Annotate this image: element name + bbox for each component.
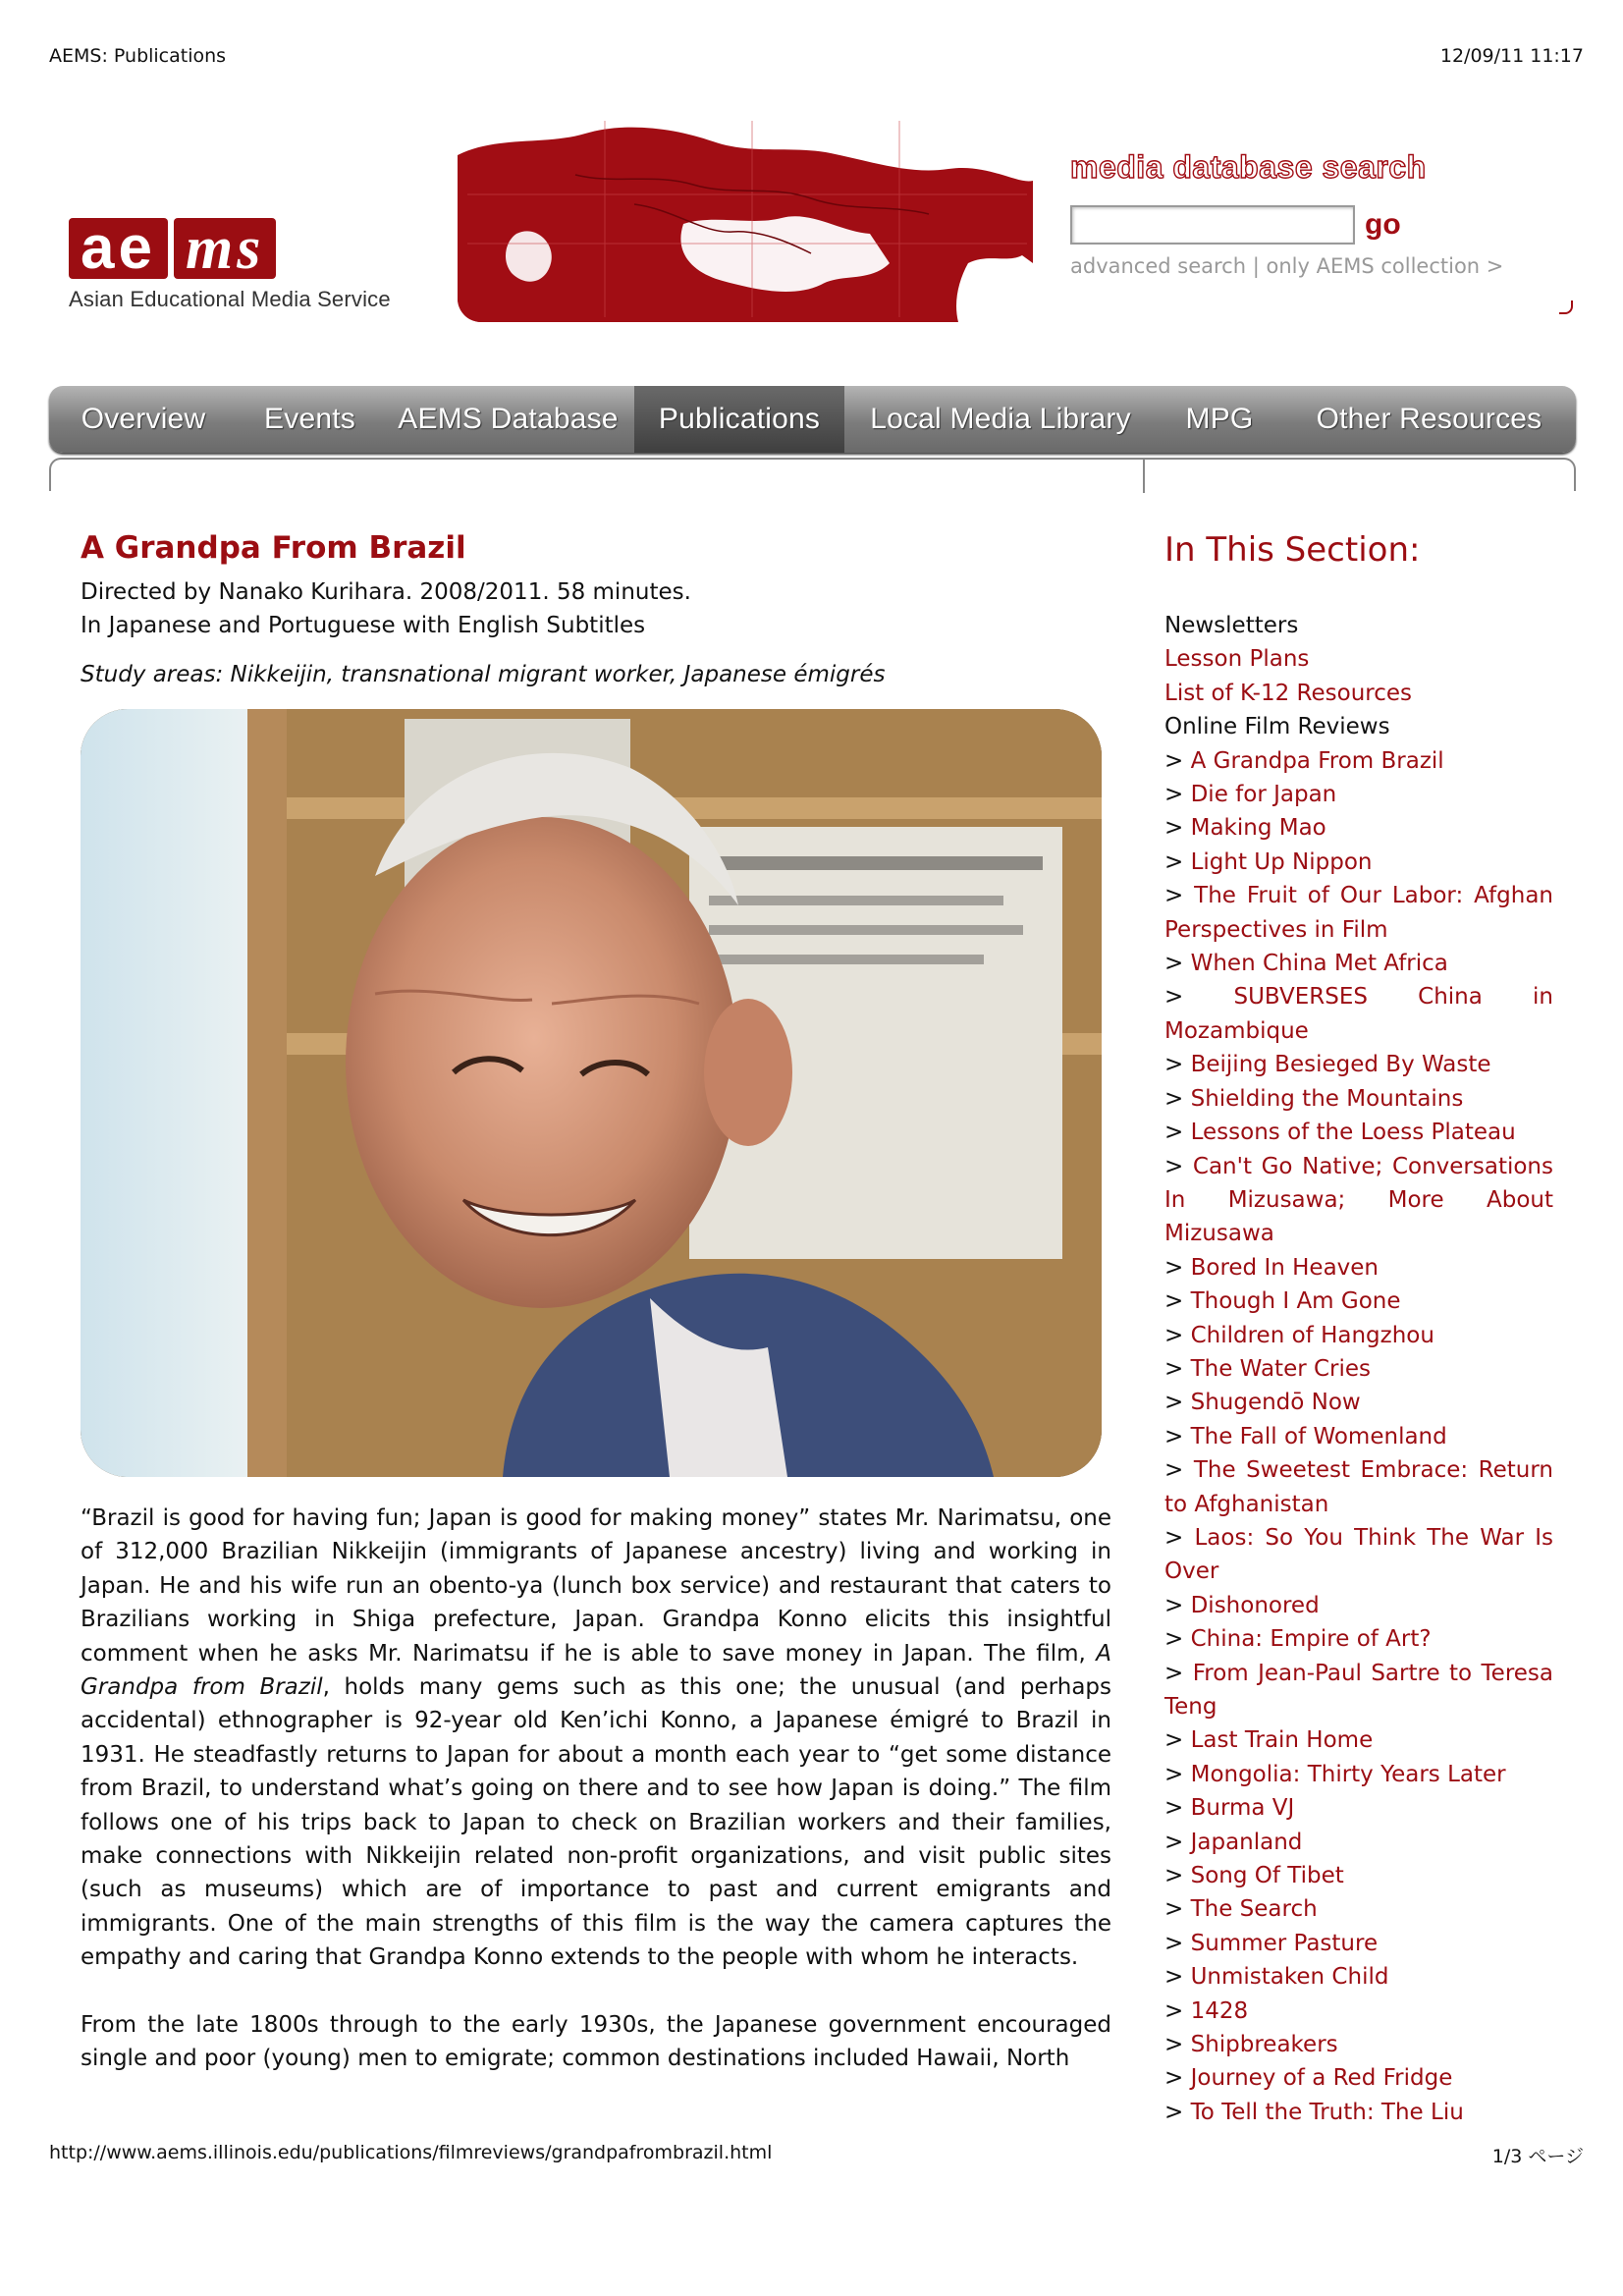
sidebar-item-label: Making Mao [1190, 815, 1326, 842]
portrait-photo-icon [81, 709, 1102, 1477]
bullet-arrow-icon: > [1164, 2032, 1191, 2058]
search-links [1070, 254, 1532, 278]
bullet-arrow-icon: > [1164, 1592, 1191, 1618]
sidebar-review-link[interactable] [1164, 1622, 1553, 1656]
bullet-arrow-icon: > [1164, 1524, 1195, 1551]
logo-mark [69, 214, 424, 282]
sidebar-review-link[interactable] [1164, 2028, 1553, 2061]
aems-logo[interactable] [69, 214, 424, 326]
bullet-arrow-icon: > [1164, 1120, 1191, 1146]
sidebar-item-label: Last Train Home [1190, 1727, 1374, 1754]
bullet-arrow-icon: > [1164, 883, 1195, 909]
sidebar-review-link[interactable] [1164, 1319, 1553, 1352]
sidebar-item-label: Japanland [1190, 1829, 1303, 1855]
logo-seg-ae: ae [69, 218, 168, 279]
sidebar-item-label: Newsletters [1164, 613, 1299, 638]
sidebar-item-label: To Tell the Truth: The Liu [1190, 2099, 1464, 2125]
nav-other-resources[interactable]: Other Resources [1316, 403, 1542, 435]
bullet-arrow-icon: > [1164, 782, 1191, 808]
bullet-arrow-icon: > [1164, 1288, 1191, 1315]
bullet-arrow-icon: > [1164, 1254, 1191, 1281]
sidebar-review-link[interactable] [1164, 947, 1553, 980]
sidebar-item-label: Mongolia: Thirty Years Later [1190, 1761, 1506, 1787]
sidebar-review-link[interactable] [1164, 1116, 1553, 1149]
bullet-arrow-icon: > [1164, 815, 1191, 842]
sidebar-review-link[interactable] [1164, 811, 1553, 845]
sidebar-item-label: Shipbreakers [1190, 2032, 1338, 2058]
sidebar-item-label: 1428 [1190, 1997, 1249, 2024]
nav-local-media-library[interactable]: Local Media Library [870, 403, 1131, 435]
sidebar-item-label: Die for Japan [1190, 782, 1337, 808]
director-line: Directed by Nanako Kurihara. 2008/2011. 58 minutes. [81, 579, 691, 605]
main-nav [49, 386, 1576, 453]
bullet-arrow-icon: > [1164, 1052, 1191, 1078]
sidebar-item-label: China: Empire of Art? [1190, 1626, 1432, 1653]
print-page-number: 1/3 ページ [1491, 2146, 1584, 2167]
sidebar-review-link[interactable] [1164, 1082, 1553, 1116]
sidebar-item-label: Song Of Tibet [1190, 1863, 1344, 1889]
language-line: In Japanese and Portuguese with English Subtitles [81, 613, 646, 638]
sidebar-item-label: The Water Cries [1190, 1355, 1372, 1382]
article-paragraph-2: From the late 1800s through to the early 1930s, the Japanese government encouraged single and poor (young) men to emigrate; common destinations included Hawaii, North [81, 2011, 1111, 2072]
sidebar-item-label: Light Up Nippon [1190, 848, 1373, 875]
bullet-arrow-icon: > [1164, 1896, 1191, 1923]
bullet-arrow-icon: > [1164, 1322, 1191, 1348]
bullet-arrow-icon: > [1164, 1997, 1191, 2024]
bullet-arrow-icon: > [1164, 1930, 1191, 1956]
sidebar-review-link[interactable] [1164, 1892, 1553, 1926]
nav-overview[interactable]: Overview [81, 403, 206, 435]
bullet-arrow-icon: > [1164, 1761, 1191, 1787]
sidebar-review-link[interactable] [1164, 1657, 1553, 1724]
logo-tagline: Asian Educational Media Service [69, 287, 391, 311]
sidebar-item-label: Though I Am Gone [1190, 1288, 1401, 1315]
bullet-arrow-icon: > [1164, 2065, 1191, 2092]
sidebar-review-link[interactable] [1164, 1589, 1553, 1622]
sidebar-item-label: Can't Go Native; Conversations In Mizusawa; More About Mizusawa [1164, 1153, 1553, 1247]
search-links-separator: | [1252, 254, 1260, 278]
sidebar-item-label: The Sweetest Embrace: Return to Afghanistan [1164, 1457, 1554, 1517]
sidebar-review-link[interactable] [1164, 1285, 1553, 1318]
only-collection-link[interactable]: only AEMS collection > [1266, 254, 1504, 278]
sidebar-item-label: Lessons of the Loess Plateau [1190, 1120, 1516, 1146]
bullet-arrow-icon: > [1164, 1626, 1191, 1653]
sidebar-review-link[interactable] [1164, 1251, 1553, 1285]
sidebar-review-link[interactable] [1164, 1453, 1553, 1521]
sidebar-list [1164, 609, 1553, 2129]
sidebar-heading [1164, 710, 1553, 743]
sidebar-review-link[interactable] [1164, 980, 1553, 1048]
sidebar-item-label: Journey of a Red Fridge [1190, 2065, 1453, 2092]
study-areas: Study areas: Nikkeijin, transnational migrant worker, Japanese émigrés [81, 662, 886, 687]
sidebar-review-link[interactable] [1164, 1758, 1553, 1791]
bullet-arrow-icon: > [1164, 1829, 1191, 1855]
print-datetime: 12/09/11 11:17 [1439, 45, 1584, 67]
bullet-arrow-icon: > [1164, 1355, 1191, 1382]
sidebar-review-link[interactable] [1164, 1352, 1553, 1386]
bullet-arrow-icon: > [1164, 1727, 1191, 1754]
asia-map-banner [458, 116, 1033, 322]
search-go-button[interactable]: go [1365, 208, 1401, 241]
column-divider [1143, 460, 1145, 493]
sidebar-item-label: The Fall of Womenland [1190, 1423, 1447, 1449]
bullet-arrow-icon: > [1164, 747, 1191, 774]
sidebar-item-label: Shielding the Mountains [1190, 1085, 1464, 1112]
sidebar-item-label: A Grandpa From Brazil [1190, 747, 1444, 774]
sidebar-review-link[interactable] [1164, 1826, 1553, 1859]
corner-hook-icon [1559, 301, 1573, 314]
media-search [1070, 149, 1532, 326]
sidebar-item-label: The Search [1190, 1896, 1318, 1923]
sidebar-review-link[interactable] [1164, 1521, 1553, 1589]
sidebar-review-link[interactable] [1164, 1927, 1553, 1960]
sidebar-item-link[interactable] [1164, 677, 1553, 710]
sidebar-item-label: The Fruit of Our Labor: Afghan Perspectives in Film [1164, 883, 1553, 943]
sidebar-review-link[interactable] [1164, 1791, 1553, 1825]
sidebar-item-label: Bored In Heaven [1190, 1254, 1380, 1281]
bullet-arrow-icon: > [1164, 1863, 1191, 1889]
sidebar-item-label: Laos: So You Think The War Is Over [1164, 1524, 1553, 1585]
bullet-arrow-icon: > [1164, 1964, 1191, 1991]
sidebar-review-link[interactable] [1164, 879, 1553, 947]
sidebar-review-link[interactable] [1164, 1960, 1553, 1994]
advanced-search-link[interactable]: advanced search [1070, 254, 1247, 278]
sidebar-item-label: When China Met Africa [1190, 951, 1448, 977]
sidebar-item-label: From Jean-Paul Sartre to Teresa Teng [1164, 1660, 1553, 1720]
nav-events[interactable]: Events [264, 403, 355, 435]
nav-aems-database[interactable]: AEMS Database [398, 403, 619, 435]
article-meta [81, 575, 1111, 642]
sidebar-item-label: Lesson Plans [1164, 646, 1310, 673]
sidebar-item-label: List of K-12 Resources [1164, 680, 1413, 706]
sidebar-review-link[interactable] [1164, 1386, 1553, 1419]
sidebar-item-label: Online Film Reviews [1164, 714, 1390, 740]
sidebar-review-link[interactable] [1164, 1420, 1553, 1453]
portrait-photo [81, 709, 1102, 1477]
search-input[interactable] [1070, 205, 1355, 245]
sidebar-review-link[interactable] [1164, 1859, 1553, 1892]
print-page-title: AEMS: Publications [49, 45, 227, 67]
article [81, 530, 1111, 2076]
sidebar-item-label: Unmistaken Child [1190, 1964, 1389, 1991]
bullet-arrow-icon: > [1164, 1457, 1194, 1484]
sidebar-title: In This Section: [1164, 530, 1421, 570]
bullet-arrow-icon: > [1164, 1153, 1193, 1179]
sidebar-review-link[interactable] [1164, 744, 1553, 778]
sidebar-item-label: Shugendō Now [1190, 1390, 1361, 1416]
content-frame-top [49, 458, 1576, 491]
print-header [49, 45, 1584, 75]
print-footer [49, 2142, 1584, 2171]
nav-publications[interactable]: Publications [634, 386, 844, 453]
sidebar-review-link[interactable] [1164, 778, 1553, 811]
sidebar-review-link[interactable] [1164, 1995, 1553, 2028]
sidebar-item-label: Burma VJ [1190, 1795, 1295, 1822]
logo-seg-ms: ms [174, 218, 276, 279]
nav-mpg[interactable]: MPG [1185, 403, 1254, 435]
sidebar-item-label: Summer Pasture [1190, 1930, 1379, 1956]
bullet-arrow-icon: > [1164, 984, 1234, 1011]
sidebar-item-label: Children of Hangzhou [1190, 1322, 1434, 1348]
sidebar-review-link[interactable] [1164, 1048, 1553, 1081]
bullet-arrow-icon: > [1164, 848, 1191, 875]
p1-start: “Brazil is good for having fun; Japan is good for making money” states Mr. Narimatsu, one of 312,000 Brazilian Nikkeijin (immigrants of Japanese ancestry) living and working in Japan. He and his wife run an obento-ya (lunch box service) and restaurant that caters to Brazilians working in Shiga prefecture, Japan. Grandpa Konno elicits this insightful comment when he asks Mr. Narimatsu if he is able to save money in Japan. The film, [81, 1505, 1111, 1667]
bullet-arrow-icon: > [1164, 2099, 1191, 2125]
article-title: A Grandpa From Brazil [81, 530, 466, 566]
map-icon [458, 116, 1033, 322]
film-title-italic: A Grandpa from Brazil [81, 1640, 1111, 1701]
sidebar-item-label: Beijing Besieged By Waste [1190, 1052, 1491, 1078]
bullet-arrow-icon: > [1164, 1085, 1191, 1112]
sidebar-item-link[interactable] [1164, 642, 1553, 676]
print-url: http://www.aems.illinois.edu/publications/filmreviews/grandpafrombrazil.html [49, 2142, 773, 2163]
sidebar-item-label: Dishonored [1190, 1592, 1320, 1618]
bullet-arrow-icon: > [1164, 1390, 1191, 1416]
sidebar [1164, 530, 1553, 2129]
bullet-arrow-icon: > [1164, 1423, 1191, 1449]
bullet-arrow-icon: > [1164, 1795, 1191, 1822]
bullet-arrow-icon: > [1164, 1660, 1193, 1686]
sidebar-heading [1164, 609, 1553, 642]
bullet-arrow-icon: > [1164, 951, 1191, 977]
sidebar-review-link[interactable] [1164, 1150, 1553, 1251]
sidebar-review-link[interactable] [1164, 2096, 1553, 2129]
sidebar-review-link[interactable] [1164, 1723, 1553, 1757]
article-body [81, 1502, 1111, 2076]
article-paragraph-1 [81, 1502, 1111, 1975]
sidebar-item-label: SUBVERSES China in Mozambique [1164, 984, 1553, 1044]
p1-end: , holds many gems such as this one; the unusual (and perhaps accidental) ethnographer is 92-year old Ken’ichi Konno, a Japanese émigré to Brazil in 1931. He steadfastly returns to Japan for about a month each year to “get some distance from Brazil, to understand what’s going on there and to see how Japan is doing.” The film follows one of his trips back to Japan to check on Brazilian workers and their families, make connections with Nikkeijin related non-profit organizations, and visit public sites (such as museums) which are of importance to past and current emigrants and immigrants. One of the main strengths of this film is the way the camera captures the empathy and caring that Grandpa Konno extends to the people with whom he interacts. [81, 1674, 1111, 1971]
search-title: media database search [1070, 149, 1427, 185]
search-row [1070, 205, 1532, 245]
sidebar-review-link[interactable] [1164, 2061, 1553, 2095]
sidebar-review-link[interactable] [1164, 846, 1553, 879]
